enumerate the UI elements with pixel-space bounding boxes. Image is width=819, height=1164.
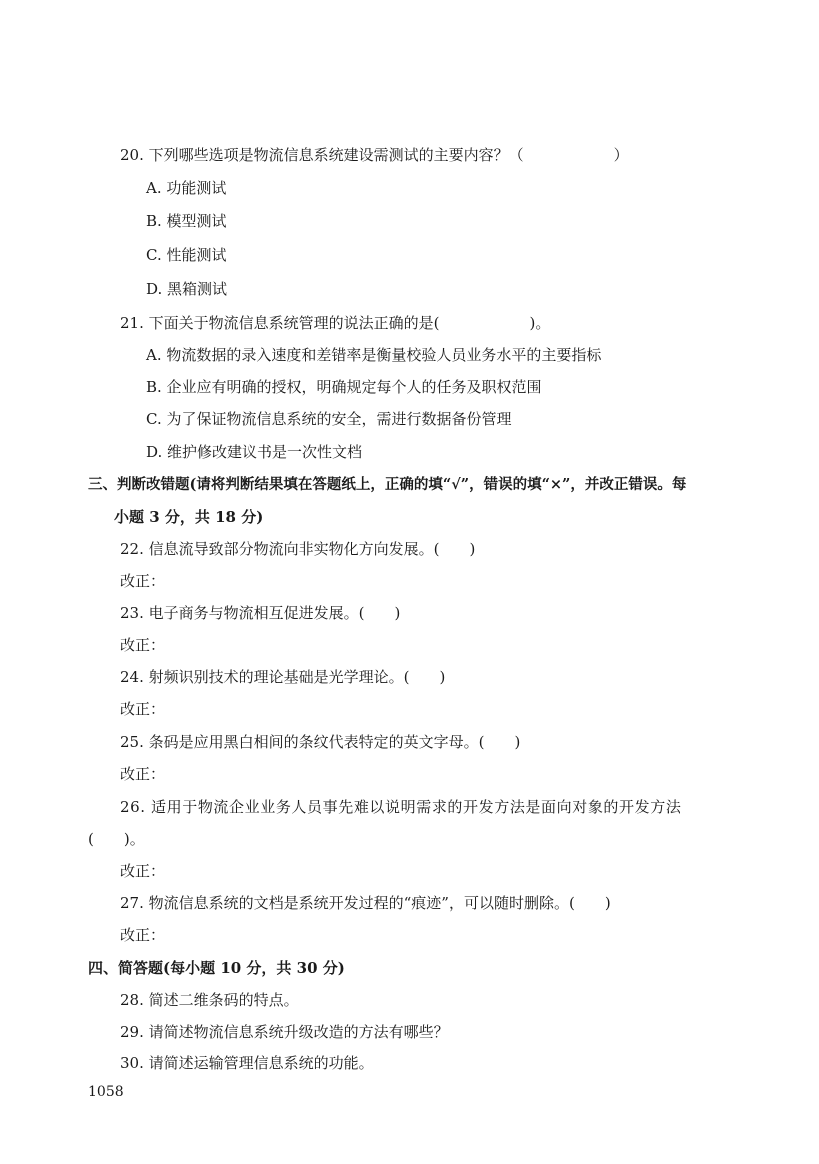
page-number: 1058 xyxy=(88,1084,124,1100)
q26-stem-cont: ( )。 xyxy=(88,830,145,848)
q21-stem: 21. 下面关于物流信息系统管理的说法正确的是( )。 xyxy=(120,314,551,332)
section4-heading: 四、简答题(每小题 10 分，共 30 分) xyxy=(88,959,345,977)
q26-stem: 26. 适用于物流企业业务人员事先难以说明需求的开发方法是面向对象的开发方法 xyxy=(120,798,682,816)
section3-heading-cont: 小题 3 分，共 18 分) xyxy=(114,508,264,526)
q22-stem: 22. 信息流导致部分物流向非实物化方向发展。( ) xyxy=(120,540,476,558)
q20-option-a: A. 功能测试 xyxy=(146,179,227,197)
q21-option-d: D. 维护修改建议书是一次性文档 xyxy=(146,443,363,461)
section3-heading: 三、判断改错题(请将判断结果填在答题纸上，正确的填“√”，错误的填“×”，并改正错误。每 xyxy=(88,476,687,493)
q20-stem: 20. 下列哪些选项是物流信息系统建设需测试的主要内容？（ ） xyxy=(120,146,629,164)
q20-option-d: D. 黑箱测试 xyxy=(146,280,228,298)
q22-correction-label: 改正： xyxy=(120,572,166,590)
q24-correction-label: 改正： xyxy=(120,700,166,718)
q25-stem: 25. 条码是应用黑白相间的条纹代表特定的英文字母。( ) xyxy=(120,733,521,751)
q20-option-c: C. 性能测试 xyxy=(146,246,227,264)
q28-stem: 28. 简述二维条码的特点。 xyxy=(120,991,299,1009)
q24-stem: 24. 射频识别技术的理论基础是光学理论。( ) xyxy=(120,668,446,686)
q29-stem: 29. 请简述物流信息系统升级改造的方法有哪些？ xyxy=(120,1023,449,1041)
q21-option-c: C. 为了保证物流信息系统的安全，需进行数据备份管理 xyxy=(146,410,512,428)
q23-stem: 23. 电子商务与物流相互促进发展。( ) xyxy=(120,604,401,622)
q21-option-b: B. 企业应有明确的授权，明确规定每个人的任务及职权范围 xyxy=(146,378,542,396)
q20-option-b: B. 模型测试 xyxy=(146,212,227,230)
q21-option-a: A. 物流数据的录入速度和差错率是衡量校验人员业务水平的主要指标 xyxy=(146,346,602,364)
q27-stem: 27. 物流信息系统的文档是系统开发过程的“痕迹”，可以随时删除。( ) xyxy=(120,894,611,912)
q25-correction-label: 改正： xyxy=(120,765,166,783)
q26-correction-label: 改正： xyxy=(120,862,166,880)
q30-stem: 30. 请简述运输管理信息系统的功能。 xyxy=(120,1054,374,1072)
q23-correction-label: 改正： xyxy=(120,636,166,654)
q27-correction-label: 改正： xyxy=(120,926,166,944)
